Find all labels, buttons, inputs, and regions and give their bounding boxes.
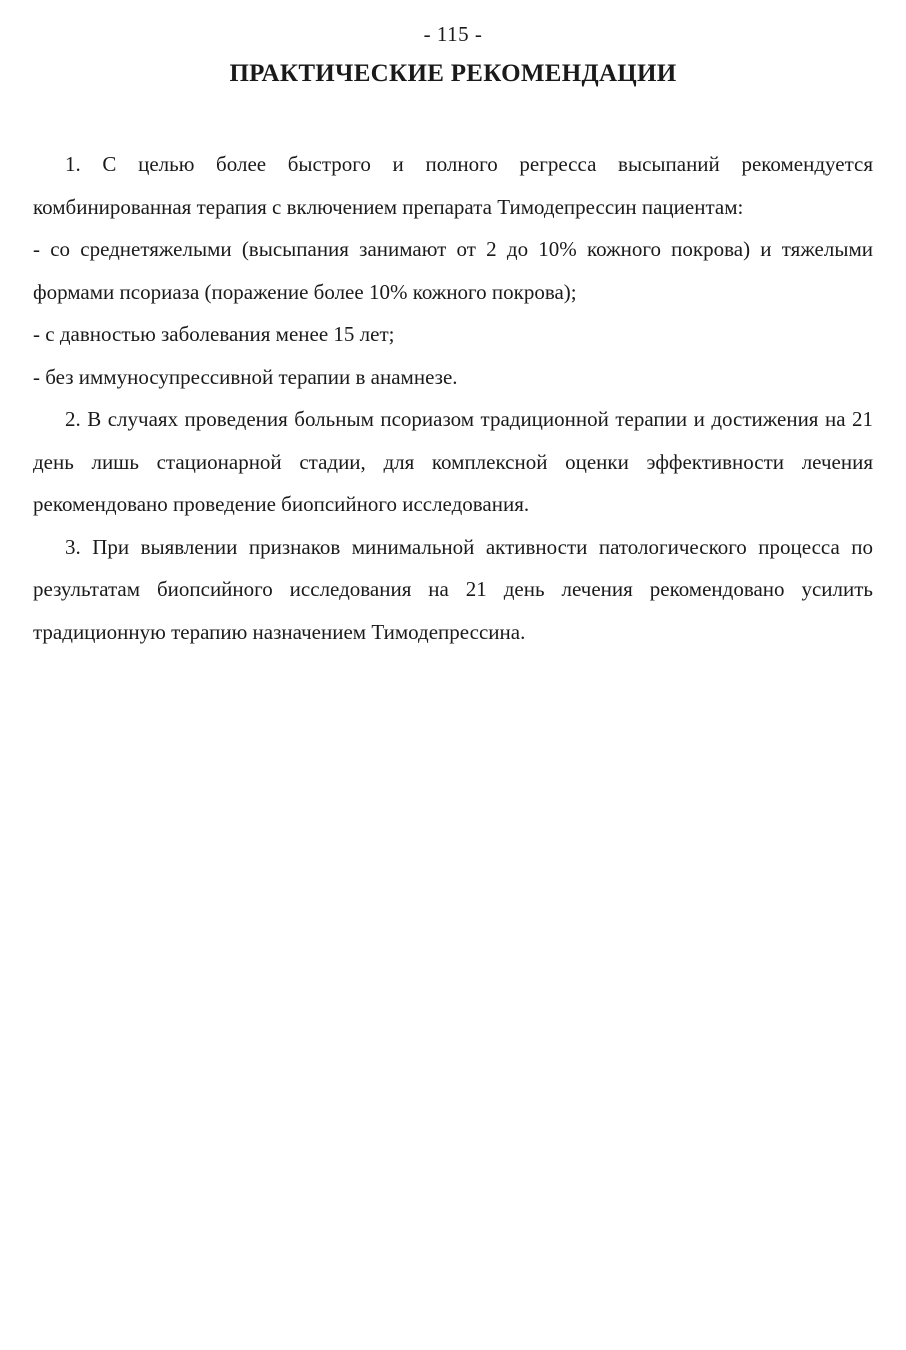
recommendation-3: 3. При выявлении признаков минимальной активности патологического процесса по результатам биопсийного исследования на 21 день лечения рекомендовано усилить традиционную терапию назначением Тимодепрессина. bbox=[33, 534, 873, 644]
criterion-no-immunosuppression: - без иммуносупрессивной терапии в анамнезе. bbox=[33, 364, 458, 389]
criterion-duration: - с давностью заболевания менее 15 лет; bbox=[33, 322, 395, 346]
recommendation-2: 2. В случаях проведения больным псориазом традиционной терапии и достижения на 21 день лишь стационарной стадии, для комплексной оценки эффективности лечения рекомендовано проведение биопсийного исследования. bbox=[33, 407, 873, 516]
page-title: ПРАКТИЧЕСКИЕ РЕКОМЕНДАЦИИ bbox=[229, 60, 677, 87]
recommendation-1: 1. С целью более быстрого и полного регресса высыпаний рекомендуется комбинированная терапия с включением препарата Тимодепрессин пациентам: bbox=[33, 152, 873, 219]
criterion-severity: - со среднетяжелыми (высыпания занимают от 2 до 10% кожного покрова) и тяжелыми формами псориаза (поражение более 10% кожного покрова); bbox=[33, 237, 873, 304]
page-number: - 115 - bbox=[423, 22, 483, 46]
recommendations-body bbox=[33, 143, 873, 653]
